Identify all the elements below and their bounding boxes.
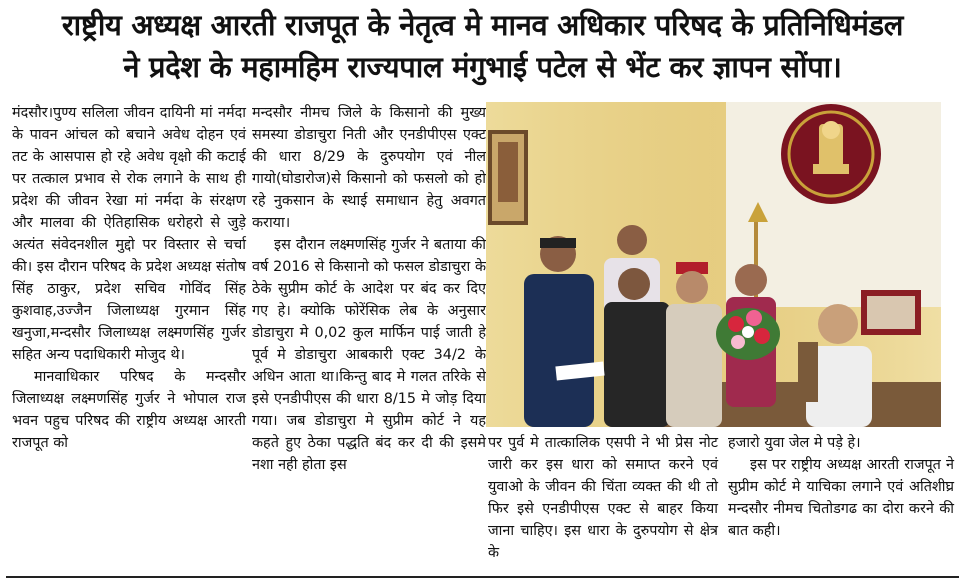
article-paragraph: हजारो युवा जेल मे पड़े हे। <box>728 435 861 451</box>
article-paragraph: इस दौरान लक्ष्मणसिंह गुर्जर ने बताया की वर्ष 2016 से किसानो को फसल डोडाचुरा के ठेके सुप्रीम कोर्ट के आदेश पर बंद कर दिए गए हे। क्योकि फोरेंसिक लेब के अनुसार डोडाचुरा मे 0,02 कुल मार्फिन पाई जाती हे पूर्व मे डोडाचुरा आबकारी एक्ट 34/2 के अधिन आता था।किन्तु बाद मे गलत तरिके से इसे एनडीपीएस की धारा 8/15 मे जोड़ दिया गया। जब डोडाचुरा मे सुप्रीम कोर्ट ने यह कहते हुए ठेका पद्धति बंद कर दी की इसमे नशा नही होता इस <box>252 237 486 473</box>
headline-line-2: ने प्रदेश के महामहिम राज्यपाल मंगुभाई पटेल से भेंट कर ज्ञापन सोंपा। <box>123 50 842 84</box>
wall-painting <box>488 130 528 225</box>
article-paragraph: मानवाधिकार परिषद के मन्दसौर जिलाध्यक्ष लक्ष्मणसिंह गुर्जर ने भोपाल राज भवन पहुच परिषद की राष्ट्रीय अध्यक्ष आरती राजपूत को <box>12 369 246 451</box>
article-paragraph: मंदसौर।पुण्य सलिला जीवन दायिनी मां नर्मदा के पावन आंचल को बचाने अवेध दोहन एवं तट के आसपास हो रहे अवेध वृक्षो की कटाई पर तत्काल प्रभाव से रोक लगाने के साथ ही प्रदेश की जीवन रेखा मां नर्मदा के संरक्षण और मालवा की ऐतिहासिक धरोहरो से जुड़े अत्यंत संवेदनशील मुद्दो पर विस्तार से चर्चा की। इस दौरान परिषद के प्रदेश अध्यक्ष संतोष सिंह ठाकुर, प्रदेश सचिव गोविंद सिंह कुशवाह,उज्जैन जिलाध्यक्ष गुरमान सिंह खनुजा,मन्दसौर जिलाध्यक्ष लक्ष्मणसिंह गुर्जर सहित अन्य पदाधिकारी मोजुद थे। <box>12 105 246 363</box>
news-photo <box>486 102 941 427</box>
article-column-2 <box>252 102 486 476</box>
flower-bouquet <box>716 308 780 360</box>
headline-line-1: राष्ट्रीय अध्यक्ष आरती राजपूत के नेतृत्व मे मानव अधिकार परिषद के प्रतिनिधिमंडल <box>61 8 904 42</box>
article-paragraph: मन्दसौर नीमच जिले के किसानो की मुख्य समस्या डोडाचुरा निती और एनडीपीएस एक्ट की धारा 8/29 के दुरुपयोग एवं नील गायो(घोडारोज)से किसानो को फसलो को हो रहे नुकसान के स्थाई समाधान हेतु अवगत कराया। <box>252 105 486 231</box>
article-column-3 <box>488 432 718 564</box>
bottom-rule <box>6 576 959 578</box>
photo-illustration <box>486 102 941 427</box>
article-paragraph: पर पुर्व मे तात्कालिक एसपी ने भी प्रेस नोट जारी कर इस धारा को समाप्त करने एवं युवाओ के जीवन की चिंता व्यक्त की थी तो फिर इसे एनडीपीएस एक्ट से बाहर किया जाना चाहिए। इस धारा के दुरुपयोग से क्षेत्र के <box>488 435 718 561</box>
article-column-4 <box>728 432 954 542</box>
article-paragraph: इस पर राष्ट्रीय अध्यक्ष आरती राजपूत ने सुप्रीम कोर्ट मे याचिका लगाने एवं अतिशीघ्र मन्दसौर नीमच चितोडगढ का दोरा करने की बात कही। <box>728 457 954 539</box>
state-emblem <box>781 104 881 204</box>
headline <box>6 4 959 88</box>
article-column-1 <box>12 102 246 454</box>
